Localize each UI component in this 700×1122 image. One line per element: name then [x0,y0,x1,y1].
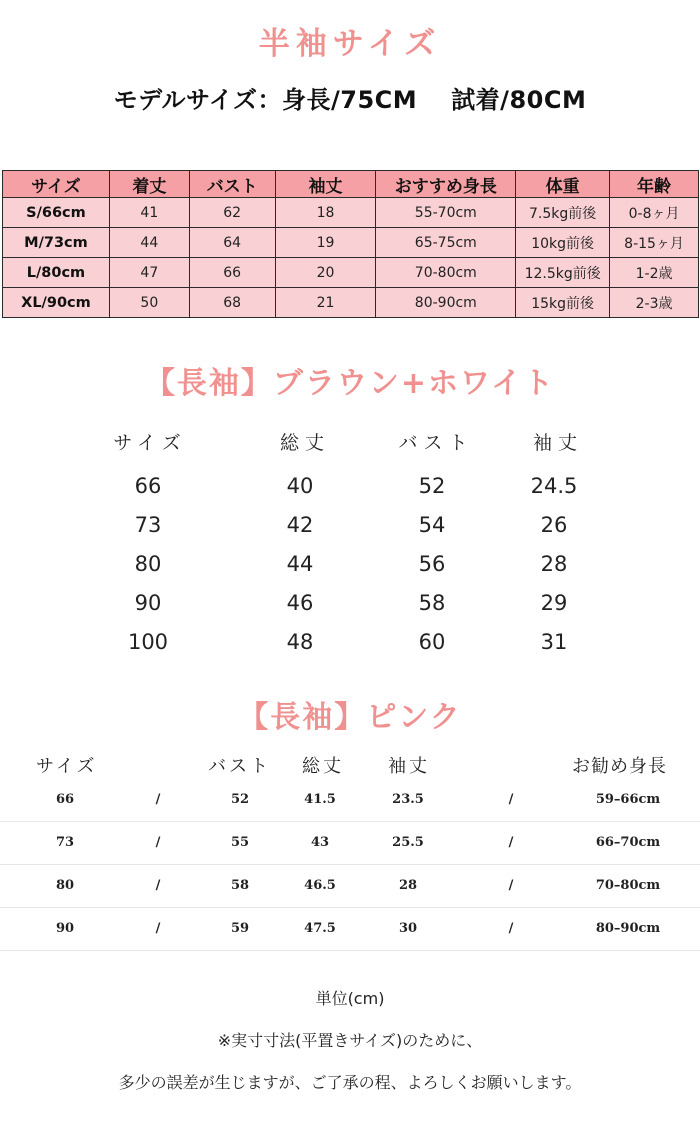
table-cell: 40 [286,474,314,498]
table-cell: 28 [540,552,568,576]
table-cell: 58 [418,591,446,615]
table-cell: / [508,921,514,936]
table-cell: 58 [230,878,250,893]
table-header-row [3,171,699,198]
table-cell: 100 [127,630,169,654]
table-cell: 30 [398,921,418,936]
column-header: バスト [208,756,271,777]
table-row [0,908,700,951]
table-cell: 66–70cm [595,835,661,850]
table-cell: 1-2歳 [610,258,699,288]
table-cell: 90 [134,591,162,615]
model-size-label: モデルサイズ：身長/75CM [113,86,418,114]
table-cell: 7.5kg前後 [516,198,610,228]
table-row [0,822,700,865]
table-cell: 8-15ヶ月 [610,228,699,258]
table-cell: 55 [230,835,250,850]
table-cell: 41.5 [304,792,336,807]
column-header: サイズ [113,432,187,454]
measurement-note: ※実寸寸法(平置きサイズ)のために、 [217,1031,483,1050]
table-cell: 15kg前後 [516,288,610,318]
table-cell: 54 [418,513,446,537]
table-cell: 80–90cm [595,921,661,936]
column-header: サイズ [36,756,98,777]
table-cell: 66 [134,474,162,498]
table-cell: / [508,835,514,850]
column-header: お勧め身長 [572,756,667,777]
table-row [3,198,699,228]
table-row [3,228,699,258]
table-cell: 28 [398,878,418,893]
table-cell: 55-70cm [376,198,516,228]
table-cell: 66 [55,792,75,807]
size-cell: XL/90cm [3,288,110,318]
header-cell: 体重 [516,171,610,198]
table-cell: 70–80cm [595,878,661,893]
column-header: 袖丈 [388,756,430,777]
table-cell: 29 [540,591,568,615]
table-cell: 60 [418,630,446,654]
table-cell: 66 [189,258,275,288]
table-cell: 48 [286,630,314,654]
table-cell: 59 [230,921,250,936]
table-cell: 46.5 [304,878,336,893]
long-sleeve-pink-title: 【長袖】ピンク [238,700,462,735]
table-cell: 59–66cm [595,792,661,807]
table-cell: 12.5kg前後 [516,258,610,288]
table-cell: / [508,792,514,807]
column-header: 総丈 [279,432,330,454]
table-cell: 50 [109,288,189,318]
table-cell: 0-8ヶ月 [610,198,699,228]
table-cell: 46 [286,591,314,615]
model-fitting-label: 試着/80CM [451,86,587,114]
table-cell: 41 [109,198,189,228]
table-cell: 24.5 [530,474,578,498]
table-cell: 90 [55,921,75,936]
table-cell: 10kg前後 [516,228,610,258]
table-cell: 47 [109,258,189,288]
table-cell: 73 [134,513,162,537]
table-cell: 52 [418,474,446,498]
column-header: バスト [398,432,474,454]
header-cell: バスト [189,171,275,198]
table-cell: 68 [189,288,275,318]
table-cell: / [155,921,161,936]
header-cell: 年齢 [610,171,699,198]
table-cell: 47.5 [304,921,336,936]
model-size [0,80,700,115]
table-cell: 20 [275,258,376,288]
table-cell: 26 [540,513,568,537]
tolerance-note: 多少の誤差が生じますが、ご了承の程、よろしくお願いします。 [118,1073,582,1092]
table-cell: 80 [55,878,75,893]
table-cell: 2-3歳 [610,288,699,318]
table-cell: 25.5 [392,835,424,850]
table-cell: 44 [109,228,189,258]
column-header: 袖丈 [532,432,583,454]
header-cell: サイズ [3,171,110,198]
table-cell: 56 [418,552,446,576]
table-cell: / [155,792,161,807]
header-cell: おすすめ身長 [376,171,516,198]
table-cell: 52 [230,792,250,807]
table-cell: 19 [275,228,376,258]
table-row [3,288,699,318]
short-sleeve-title: 半袖サイズ [258,26,442,62]
table-cell: / [155,835,161,850]
table-cell: 80 [134,552,162,576]
unit-note: 単位(cm) [315,989,385,1008]
table-row [0,779,700,822]
short-sleeve-table [2,170,699,318]
table-cell: 31 [540,630,568,654]
table-cell: 80-90cm [376,288,516,318]
size-cell: S/66cm [3,198,110,228]
table-row [3,258,699,288]
table-cell: / [508,878,514,893]
table-cell: / [155,878,161,893]
table-cell: 21 [275,288,376,318]
size-cell: L/80cm [3,258,110,288]
table-cell: 70-80cm [376,258,516,288]
table-row [0,865,700,908]
table-cell: 64 [189,228,275,258]
table-cell: 65-75cm [376,228,516,258]
table-cell: 42 [286,513,314,537]
table-cell: 43 [310,835,330,850]
size-cell: M/73cm [3,228,110,258]
table-cell: 23.5 [392,792,424,807]
long-sleeve-brown-title: 【長袖】ブラウン+ホワイト [144,366,556,401]
table-cell: 18 [275,198,376,228]
table-cell: 62 [189,198,275,228]
column-header: 総丈 [302,756,344,777]
table-cell: 44 [286,552,314,576]
table-cell: 73 [55,835,75,850]
header-cell: 袖丈 [275,171,376,198]
header-cell: 着丈 [109,171,189,198]
